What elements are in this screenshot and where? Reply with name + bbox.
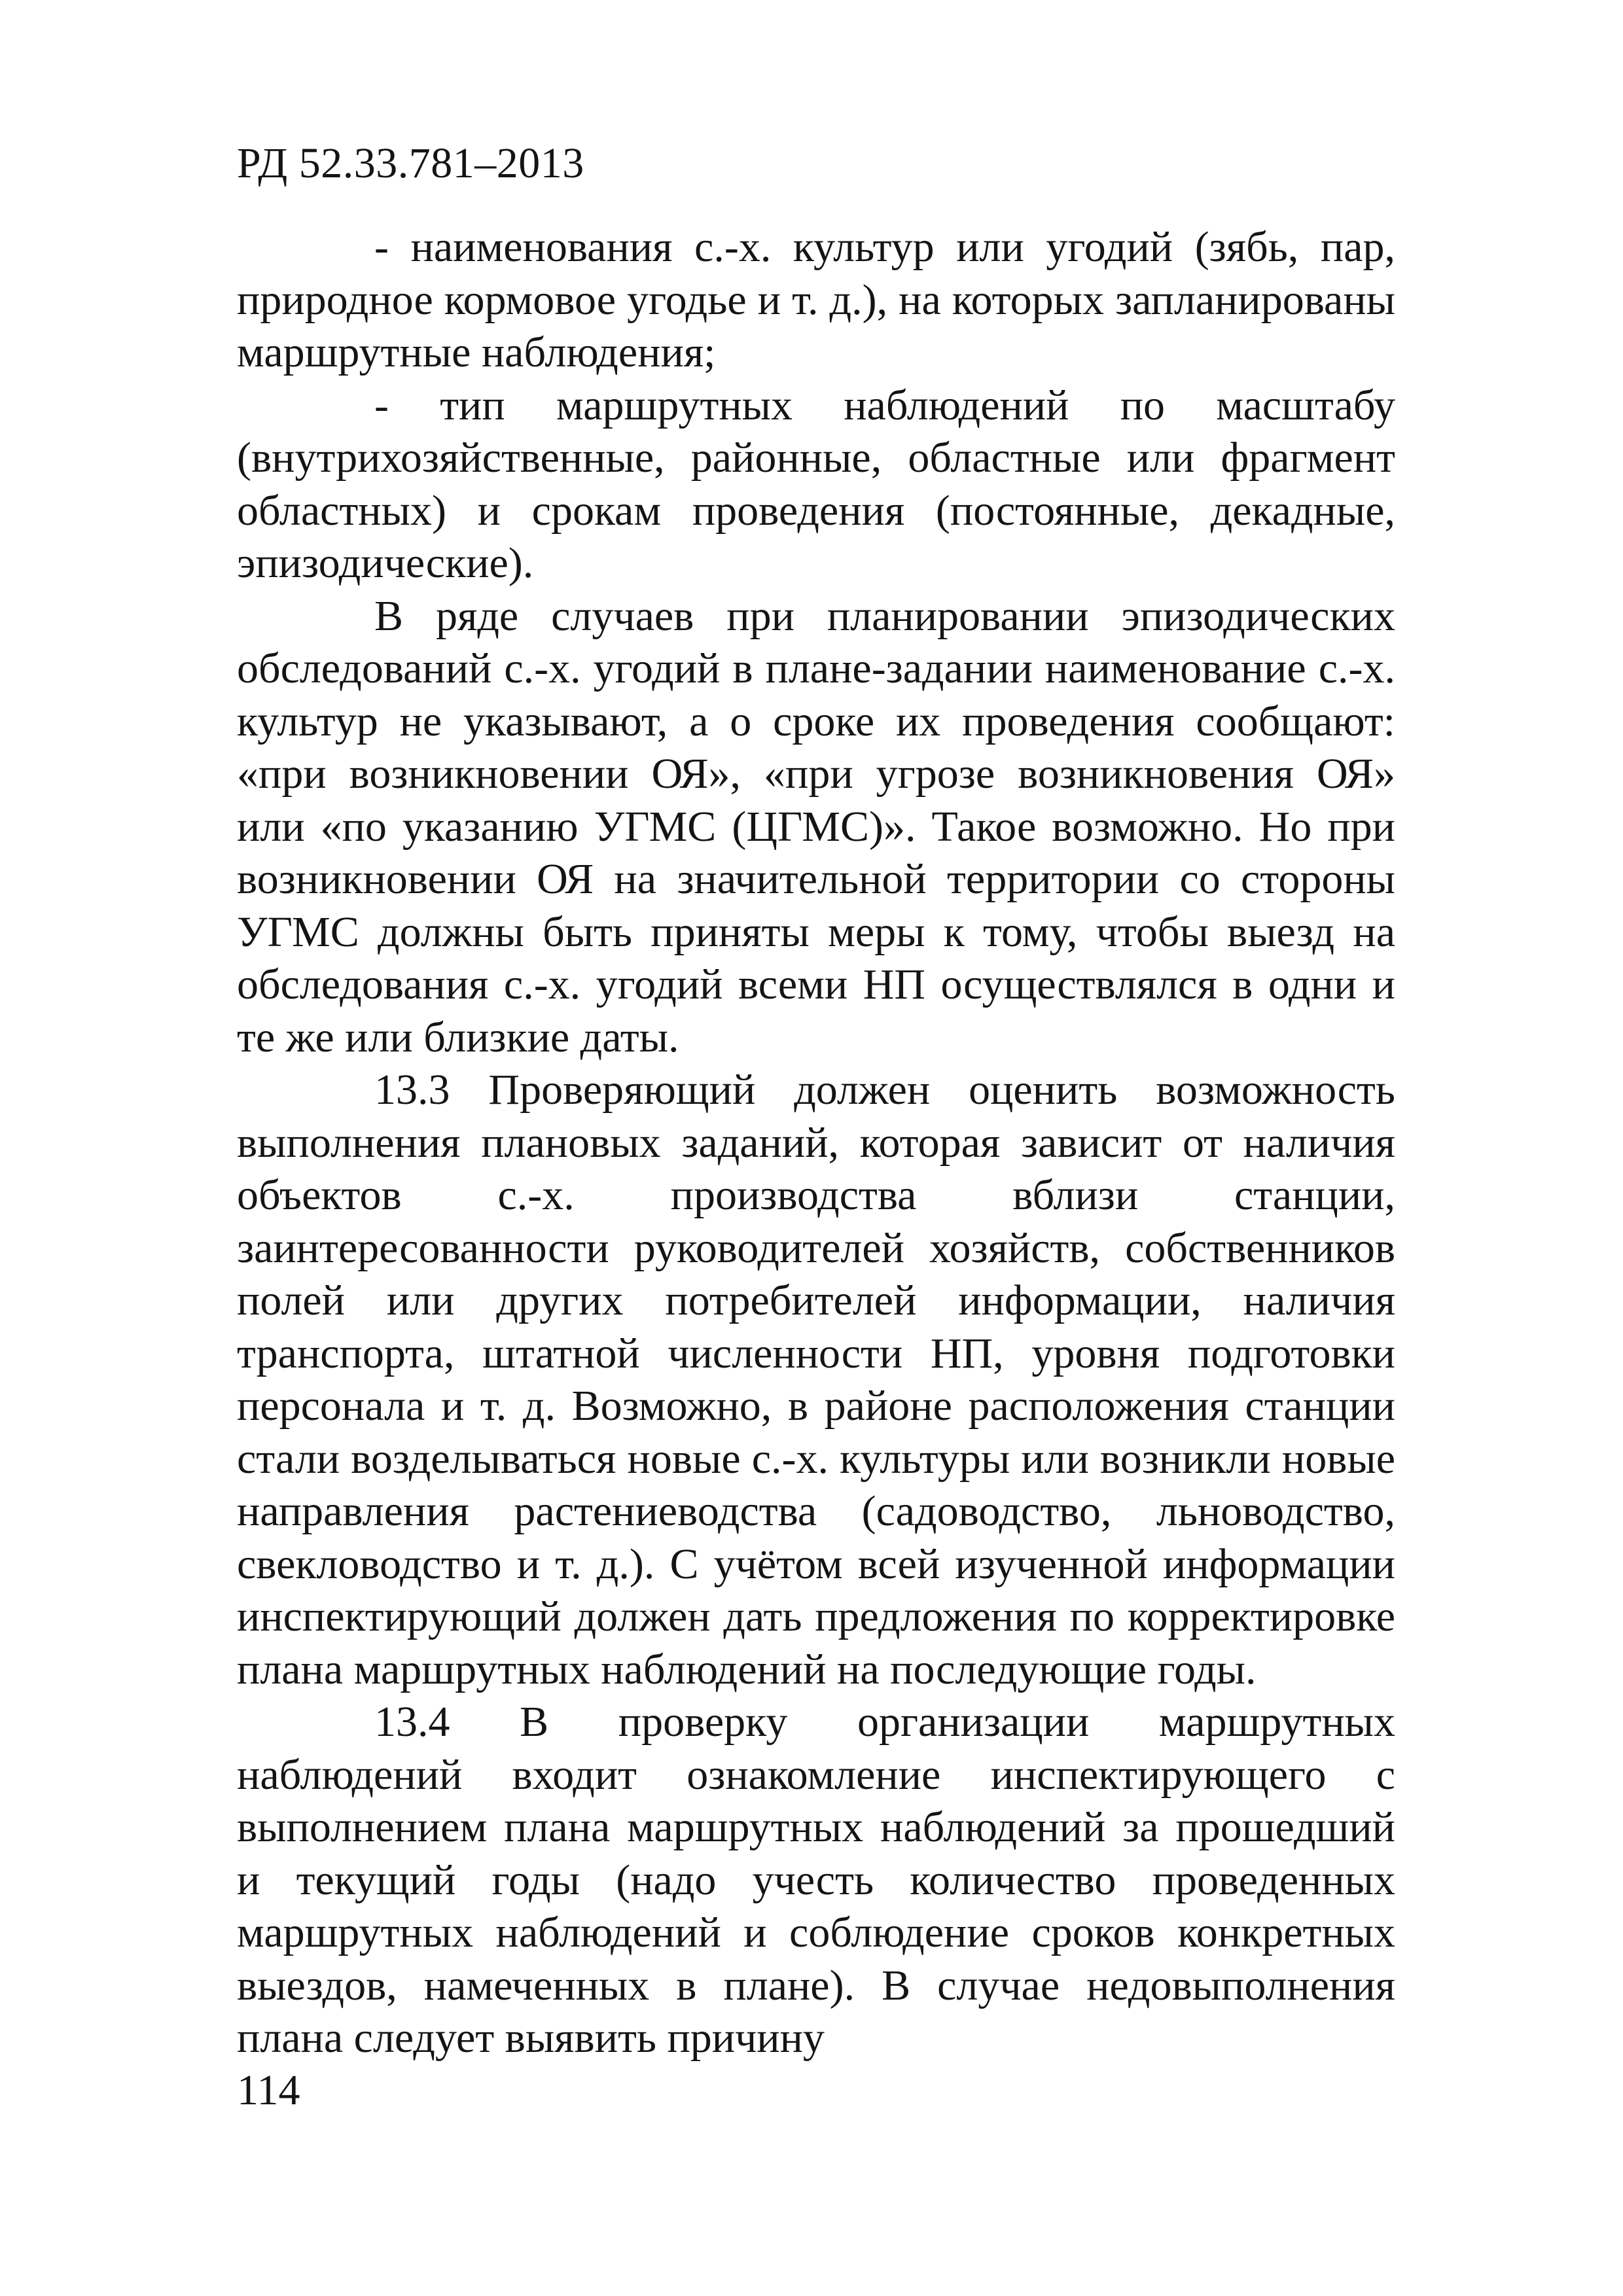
paragraph-section-13-4: 13.4 В проверку организации маршрутных наблюдений входит ознакомление инспектирующего с выполнением плана маршрутных наблюдений за прошедший и текущий годы (надо учесть количество проведенных маршрутных наблюдений и соблюдение сроков конкретных выездов, намеченных в плане). В случае недовыполнения плана следует выявить причину: [237, 1698, 1395, 2062]
paragraph-episodic-surveys: В ряде случаев при планировании эпизодических обследований с.-х. угодий в плане-задании наименование с.-х. культур не указывают, а о сроке их проведения сообщают: «при возникновении ОЯ», «при угрозе возникновения ОЯ» или «по указанию УГМС (ЦГМС)». Такое возможно. Но при возникновении ОЯ на значительной территории со стороны УГМС должны быть приняты меры к тому, чтобы выезд на обследования с.-х. угодий всеми НП осуществлялся в одни и те же или близкие даты.: [237, 592, 1395, 1061]
body-text: [237, 221, 1395, 2065]
document-code-header: РД 52.33.781–2013: [237, 139, 584, 187]
paragraph-section-13-3: 13.3 Проверяющий должен оценить возможность выполнения плановых заданий, которая зависит от наличия объектов с.-х. производства вблизи станции, заинтересованности руководителей хозяйств, собственников полей или других потребителей информации, наличия транспорта, штатной численности НП, уровня подготовки персонала и т. д. Возможно, в районе расположения станции стали возделываться новые с.-х. культуры или возникли новые направления растениеводства (садоводство, льноводство, свекловодство и т. д.). С учётом всей изученной информации инспектирующий должен дать предложения по корректировке плана маршрутных наблюдений на последующие годы.: [237, 1066, 1395, 1693]
page-number: 114: [237, 2066, 300, 2114]
paragraph-observation-type: - тип маршрутных наблюдений по масштабу (внутрихозяйственные, районные, областные или фрагмент областных) и срокам проведения (постоянные, декадные, эпизодические).: [237, 381, 1395, 587]
paragraph-crop-names: - наименования с.-х. культур или угодий (зябь, пар, природное кормовое угодье и т. д.), на которых запланированы маршрутные наблюдения;: [237, 223, 1395, 376]
